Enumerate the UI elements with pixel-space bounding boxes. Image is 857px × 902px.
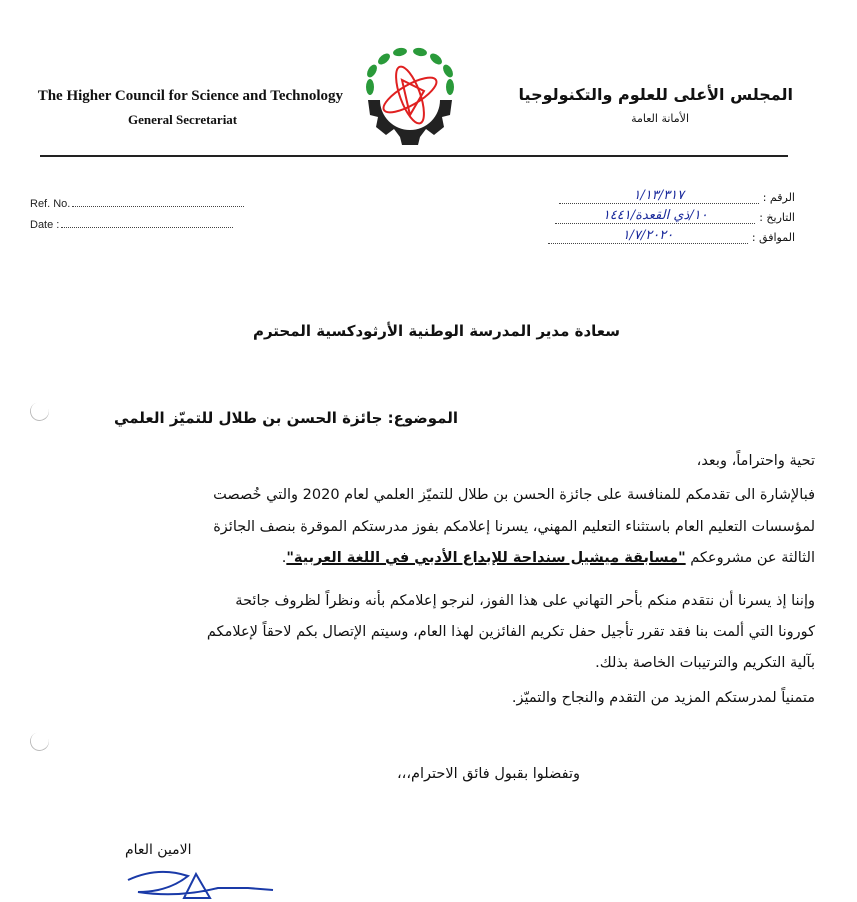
p1-suffix: .	[281, 550, 287, 566]
ar-ref-label: الرقم :	[762, 191, 795, 204]
paragraph-2-line-3: بآلية التكريم والترتيبات الخاصة بذلك.	[595, 655, 815, 671]
header-divider	[40, 155, 788, 157]
atom-icon	[379, 63, 441, 126]
ref-no-label: Ref. No.	[30, 198, 71, 210]
paragraph-2-line-1: وإننا إذ يسرنا أن نتقدم منكم بأحر التهاني على هذا الفوز، لنرجو إعلامكم بأنه ونظراً لظروف جائحة	[235, 593, 815, 609]
project-title: "مسابقة ميشيل سنداحة للإبداع الأدبي في اللغة العربية"	[286, 550, 686, 566]
salutation: سعادة مدير المدرسة الوطنية الأرثودكسية المحترم	[252, 322, 620, 340]
ar-ref-field	[559, 188, 795, 204]
p1-prefix: الثالثة عن مشروعكم	[685, 550, 815, 566]
ar-corresponding-field	[548, 228, 795, 244]
date-label: Date :	[30, 219, 60, 231]
council-name-arabic: المجلس الأعلى للعلوم والتكنولوجيا	[518, 85, 793, 104]
subject: الموضوع: جائزة الحسن بن طلال للتميّز العلمي	[114, 409, 458, 427]
ref-no-field	[30, 198, 244, 210]
punch-hole	[27, 729, 51, 753]
punch-hole	[27, 399, 51, 423]
greeting: تحية واحتراماً، وبعد،	[696, 453, 815, 469]
council-logo	[360, 45, 460, 147]
date-field	[30, 219, 233, 231]
ar-date-field	[555, 208, 795, 224]
secretariat-arabic: الأمانة العامة	[631, 112, 689, 125]
paragraph-2-line-2: كورونا التي ألمت بنا فقد تقرر تأجيل حفل تكريم الفائزين لهذا العام، وسيتم الإتصال بكم لاحقاً لإعلامكم	[206, 624, 815, 640]
signatory-title: الامين العام	[125, 842, 192, 858]
ar-date-value: ١٠/ذي القعدة/١٤٤١	[555, 208, 755, 224]
signature	[118, 862, 278, 902]
council-name-english: The Higher Council for Science and Technology	[37, 88, 343, 104]
paragraph-3: متمنياً لمدرستكم المزيد من التقدم والنجاح والتميّز.	[511, 690, 815, 706]
ar-ref-value: ١/١٣/٣١٧	[559, 188, 759, 204]
wreath-icon	[365, 47, 455, 95]
ar-corresponding-label: الموافق :	[751, 231, 795, 244]
paragraph-1-line-1: فبالإشارة الى تقدمكم للمنافسة على جائزة الحسن بن طلال للتميّز العلمي لعام 2020 والتي خُصصت	[213, 487, 815, 503]
secretariat-english: General Secretariat	[128, 112, 238, 127]
ar-corresponding-value: ١/٧/٢٠٢٠	[548, 228, 748, 244]
ar-date-label: التاريخ :	[759, 211, 795, 224]
closing: وتفضلوا بقبول فائق الاحترام،،،	[396, 766, 580, 782]
paragraph-1-line-3	[282, 550, 815, 566]
paragraph-1-line-2: لمؤسسات التعليم العام باستثناء التعليم المهني، يسرنا إعلامكم بفوز مدرستكم الموقرة بنصف الجائزة	[213, 519, 815, 535]
